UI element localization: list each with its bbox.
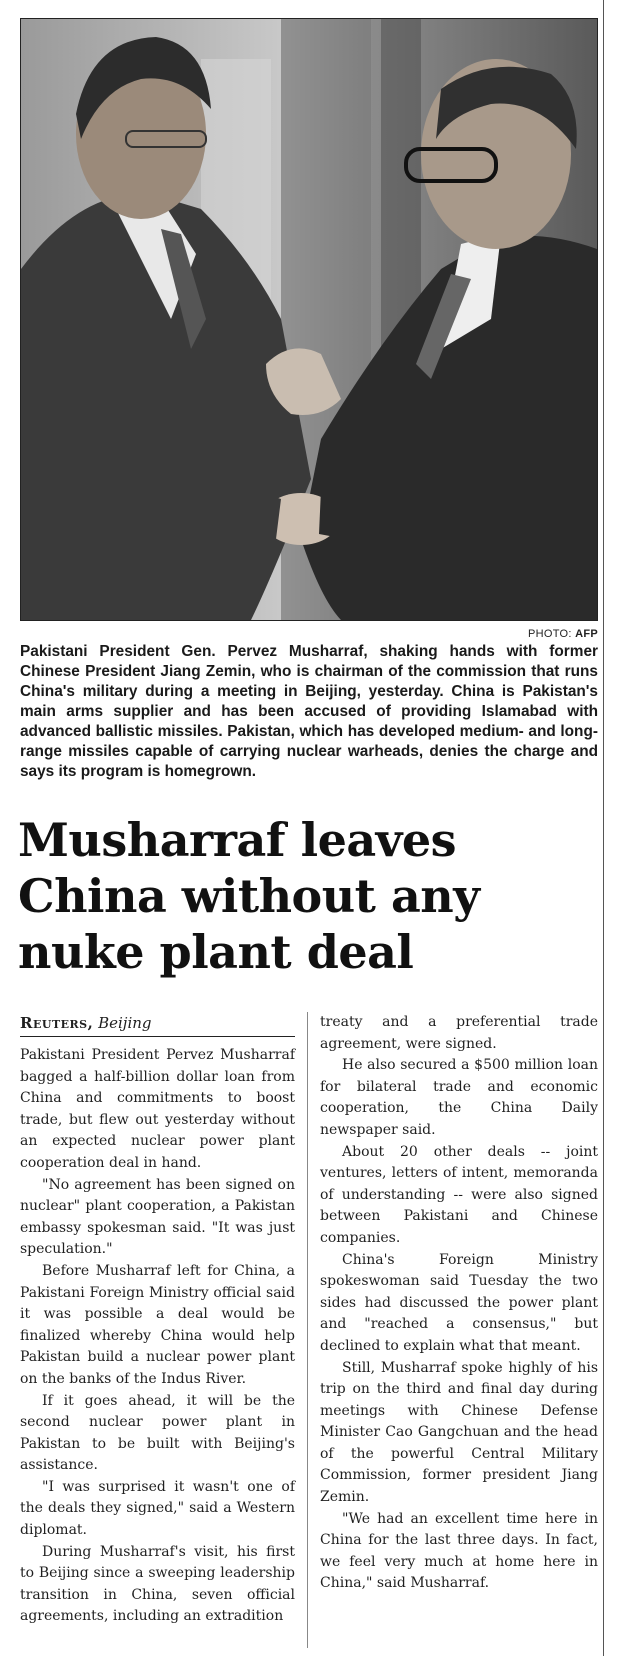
byline — [20, 1012, 295, 1037]
article-paragraph: "We had an excellent time here in China for the last three days. In fact, we feel very much at home here in China," said Musharraf. — [320, 1510, 598, 1592]
page-edge-rule — [603, 0, 604, 1656]
article-paragraph: About 20 other deals -- joint ventures, letters of intent, memoranda of understanding -- were also signed between Pakistani and Chinese companies. — [320, 1143, 598, 1246]
news-photo — [20, 18, 598, 621]
photo-credit-label: PHOTO: — [527, 628, 572, 640]
byline-agency: Reuters, — [20, 1014, 94, 1032]
photo-credit — [528, 628, 598, 640]
article-paragraph: Still, Musharraf spoke highly of his trip on the third and final day during meetings with Chinese Defense Minister Cao Gangchuan and the head of the powerful Central Military Commission, former president Jiang Zemin. — [320, 1359, 598, 1506]
column-divider — [307, 1012, 308, 1648]
article-column-left — [20, 1012, 295, 1628]
handshake-photo-illustration — [21, 19, 597, 620]
article-paragraph: China's Foreign Ministry spokeswoman said Tuesday the two sides had discussed the power plant and "reached a consensus," but declined to explain what that meant. — [320, 1251, 598, 1354]
article-paragraph: During Musharraf's visit, his first to Beijing since a sweeping leadership transition in China, seven official agreements, including an extradition — [20, 1543, 295, 1625]
article-paragraph: "I was surprised it wasn't one of the deals they signed," said a Western diplomat. — [20, 1478, 295, 1539]
photo-caption: Pakistani President Gen. Pervez Musharraf, shaking hands with former Chinese President Jiang Zemin, who is chairman of the commission that runs China's military during a meeting in Beijing, yesterday. China is Pakistan's main arms supplier and has been accused of providing Islamabad with advanced ballistic missiles. Pakistan, which has developed medium- and long-range missiles capable of carrying nuclear warheads, denies the charge and says its program is homegrown. — [20, 643, 598, 780]
article-paragraph: Before Musharraf left for China, a Pakistani Foreign Ministry official said it was possible a deal would be finalized whereby China would help Pakistan build a nuclear power plant on the banks of the Indus River. — [20, 1262, 295, 1387]
article-paragraph: He also secured a $500 million loan for bilateral trade and economic cooperation, the China Daily newspaper said. — [320, 1057, 598, 1138]
byline-city: Beijing — [98, 1014, 152, 1032]
article-paragraph-continued: treaty and a preferential trade agreement, were signed. — [320, 1014, 598, 1052]
article-paragraph: If it goes ahead, it will be the second nuclear power plant in Pakistan to be built with Beijing's assistance. — [20, 1392, 295, 1474]
article-column-right — [320, 1012, 598, 1595]
article-paragraph: "No agreement has been signed on nuclear" plant cooperation, a Pakistan embassy spokesman said. "It was just speculation." — [20, 1176, 295, 1258]
photo-credit-agency: AFP — [575, 628, 598, 640]
article-paragraph: Pakistani President Pervez Musharraf bagged a half-billion dollar loan from China and commitments to boost trade, but flew out yesterday without an expected nuclear power plant cooperation deal in hand. — [20, 1047, 295, 1171]
headline: Musharraf leaves China without any nuke plant deal — [18, 813, 480, 979]
